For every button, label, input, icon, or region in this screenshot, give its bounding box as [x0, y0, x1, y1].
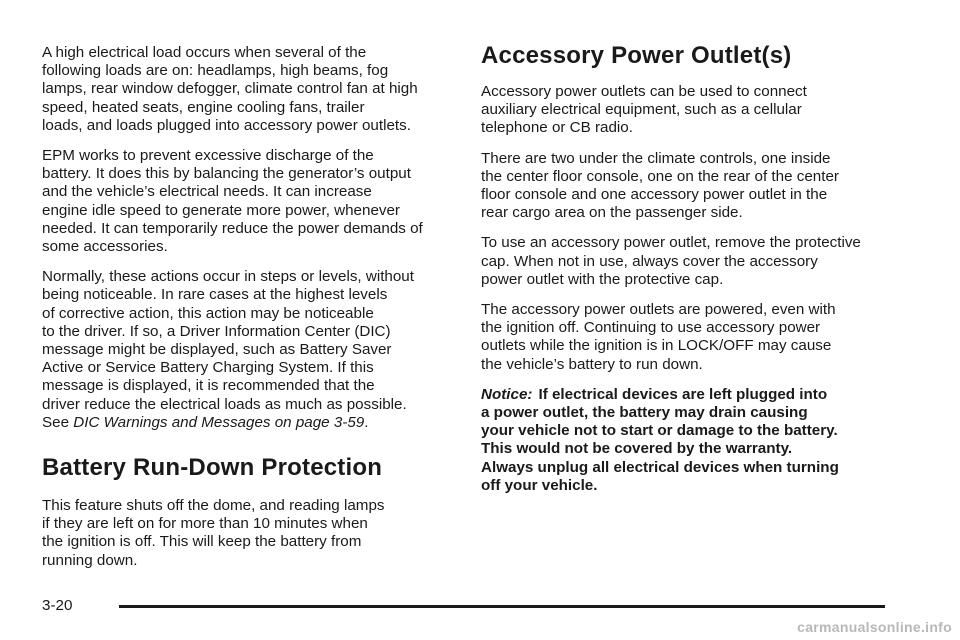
right-column	[481, 44, 891, 507]
left-column	[42, 44, 450, 582]
heading-accessory-power-outlets: Accessory Power Outlet(s)	[481, 42, 792, 69]
notice-block	[481, 386, 891, 495]
heading-battery-run-down-protection: Battery Run-Down Protection	[42, 454, 383, 482]
paragraph-outlet-power: The accessory power outlets are powered, even with the ignition off. Continuing to use accessory power outlets while the ignition is in LOCK/OFF may cause the vehicle’s battery to run down.	[481, 301, 836, 373]
footer-rule	[119, 605, 885, 608]
notice-text: If electrical devices are left plugged into a power outlet, the battery may drain causing your vehicle not to start or damage to the battery. This would not be covered by the warranty. Always unplug all electrical devices when turning off your vehicle.	[481, 385, 839, 494]
paragraph-corrective-action	[42, 268, 450, 432]
corrective-action-text: Normally, these actions occur in steps or levels, without being noticeable. In rare cases at the highest levels of corrective action, this action may be noticeable to the driver. If so, a Driver Information Center (DIC) message might be displayed, such as Battery Saver Active or Service Battery Charging System. If this message is displayed, it is recommended that the driver reduce the electrical loads as much as possible. See	[42, 268, 414, 431]
page-number: 3-20	[42, 597, 73, 614]
notice-label: Notice:	[481, 385, 533, 403]
paragraph-outlets-intro: Accessory power outlets can be used to connect auxiliary electrical equipment, such as a cellular telephone or CB radio.	[481, 83, 807, 137]
paragraph-outlet-locations: There are two under the climate controls, one inside the center floor console, one on the rear of the center floor console and one accessory power outlet in the rear cargo area on the passenger side.	[481, 149, 839, 222]
paragraph-run-down-protection: This feature shuts off the dome, and reading lamps if they are left on for more than 10 minutes when the ignition is off. This will keep the battery from running down.	[42, 497, 385, 569]
dic-warnings-link[interactable]: DIC Warnings and Messages on page 3-59	[73, 413, 365, 431]
paragraph-high-electrical-load: A high electrical load occurs when several of the following loads are on: headlamps, high beams, fog lamps, rear window defogger, climate control fan at high speed, heated seats, engine cooling fans, trailer loads, and loads plugged into accessory power outlets.	[42, 44, 418, 134]
paragraph-epm: EPM works to prevent excessive discharge of the battery. It does this by balancing the generator’s output and the vehicle’s electrical needs. It can increase engine idle speed to generate more power, whenever needed. It can temporarily reduce the power demands of some accessories.	[42, 147, 423, 256]
page-footer	[42, 597, 887, 617]
corrective-action-end: .	[364, 413, 369, 431]
paragraph-outlet-use: To use an accessory power outlet, remove the protective cap. When not in use, always cover the accessory power outlet with the protective cap.	[481, 234, 861, 288]
watermark: carmanualsonline.info	[797, 619, 952, 635]
